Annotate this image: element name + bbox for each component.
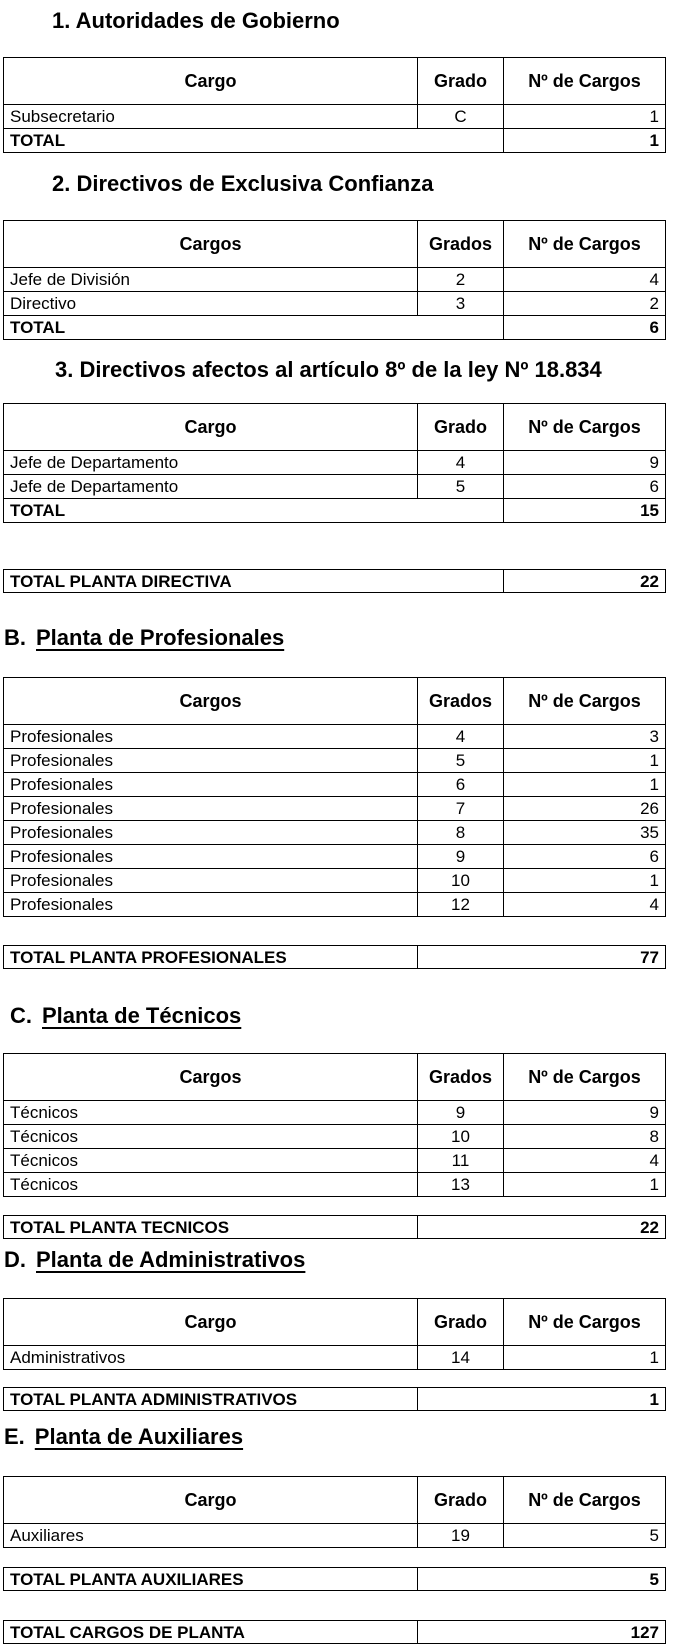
table-row [4, 1524, 666, 1548]
col-header-grado: Grados [418, 678, 504, 725]
cell-n-cargos: 4 [504, 268, 666, 292]
cell-grado: 2 [418, 268, 504, 292]
col-header-grado: Grado [418, 1299, 504, 1346]
cell-cargo: Administrativos [4, 1346, 418, 1370]
cell-grado: 5 [418, 475, 504, 499]
table-row [4, 773, 666, 797]
total-spacer [418, 129, 504, 153]
section-letter: B. [4, 625, 26, 650]
total-value: 5 [418, 1568, 666, 1591]
cell-n-cargos: 26 [504, 797, 666, 821]
total-label: TOTAL CARGOS DE PLANTA [4, 1621, 418, 1644]
col-header-cargo: Cargos [4, 1054, 418, 1101]
section-letter: E. [4, 1424, 25, 1449]
total-label: TOTAL PLANTA ADMINISTRATIVOS [4, 1388, 418, 1411]
cell-n-cargos: 9 [504, 451, 666, 475]
total-value: 15 [504, 499, 666, 523]
col-header-grado: Grados [418, 1054, 504, 1101]
col-header-n-cargos: Nº de Cargos [504, 404, 666, 451]
col-header-cargo: Cargos [4, 221, 418, 268]
cell-n-cargos: 1 [504, 105, 666, 129]
table-directivos-confianza [3, 220, 666, 340]
cell-n-cargos: 1 [504, 749, 666, 773]
section-title-auxiliares [4, 1426, 243, 1448]
table-row [4, 475, 666, 499]
cell-n-cargos: 4 [504, 893, 666, 917]
cell-grado: 10 [418, 869, 504, 893]
cell-grado: 8 [418, 821, 504, 845]
cell-grado: 10 [418, 1125, 504, 1149]
cell-grado: 6 [418, 773, 504, 797]
cell-cargo: Profesionales [4, 749, 418, 773]
col-header-cargo: Cargos [4, 678, 418, 725]
total-label: TOTAL [4, 499, 418, 523]
total-planta-administrativos [3, 1387, 666, 1411]
total-value: 1 [504, 129, 666, 153]
col-header-cargo: Cargo [4, 404, 418, 451]
col-header-n-cargos: Nº de Cargos [504, 1299, 666, 1346]
col-header-n-cargos: Nº de Cargos [504, 221, 666, 268]
table-row [4, 1346, 666, 1370]
table-row [4, 797, 666, 821]
total-planta-tecnicos [3, 1215, 666, 1239]
cell-cargo: Directivo [4, 292, 418, 316]
cell-grado: C [418, 105, 504, 129]
cell-n-cargos: 9 [504, 1101, 666, 1125]
table-row [4, 725, 666, 749]
table-directivos-articulo [3, 403, 666, 523]
cell-n-cargos: 1 [504, 773, 666, 797]
cell-n-cargos: 1 [504, 869, 666, 893]
total-value: 77 [418, 946, 666, 969]
total-value: 6 [504, 316, 666, 340]
col-header-grado: Grado [418, 404, 504, 451]
col-header-grado: Grado [418, 1477, 504, 1524]
section-title-autoridades: 1. Autoridades de Gobierno [52, 8, 340, 33]
cell-n-cargos: 35 [504, 821, 666, 845]
cell-grado: 7 [418, 797, 504, 821]
cell-cargo: Jefe de División [4, 268, 418, 292]
cell-grado: 12 [418, 893, 504, 917]
total-value: 22 [418, 1216, 666, 1239]
col-header-grado: Grados [418, 221, 504, 268]
col-header-cargo: Cargo [4, 1299, 418, 1346]
cell-cargo: Profesionales [4, 821, 418, 845]
section-name: Planta de Auxiliares [34, 1424, 244, 1449]
total-value: 22 [504, 570, 666, 593]
table-tecnicos [3, 1053, 666, 1197]
total-label: TOTAL PLANTA AUXILIARES [4, 1568, 418, 1591]
cell-cargo: Profesionales [4, 773, 418, 797]
section-title-tecnicos [10, 1005, 241, 1027]
total-row [4, 499, 666, 523]
section-name: Planta de Profesionales [36, 625, 285, 650]
cell-n-cargos: 3 [504, 725, 666, 749]
section-title-administrativos [4, 1249, 305, 1271]
col-header-n-cargos: Nº de Cargos [504, 1054, 666, 1101]
table-row [4, 893, 666, 917]
section-title-profesionales [4, 627, 284, 649]
section-title-directivos-confianza: 2. Directivos de Exclusiva Confianza [52, 171, 434, 196]
table-autoridades [3, 57, 666, 153]
total-label: TOTAL PLANTA PROFESIONALES [4, 946, 418, 969]
table-row [4, 451, 666, 475]
cell-grado: 9 [418, 845, 504, 869]
table-row [4, 845, 666, 869]
total-label: TOTAL PLANTA DIRECTIVA [4, 570, 504, 593]
cell-grado: 3 [418, 292, 504, 316]
section-title-directivos-articulo: 3. Directivos afectos al artículo 8º de la ley Nº 18.834 [55, 357, 602, 382]
table-row [4, 1173, 666, 1197]
table-administrativos [3, 1298, 666, 1370]
cell-cargo: Profesionales [4, 845, 418, 869]
col-header-n-cargos: Nº de Cargos [504, 58, 666, 105]
table-row [4, 1125, 666, 1149]
cell-n-cargos: 5 [504, 1524, 666, 1548]
total-planta-directiva [3, 569, 666, 593]
total-spacer [418, 499, 504, 523]
cell-grado: 5 [418, 749, 504, 773]
cell-n-cargos: 1 [504, 1173, 666, 1197]
table-profesionales [3, 677, 666, 917]
table-auxiliares [3, 1476, 666, 1548]
section-name: Planta de Administrativos [36, 1247, 306, 1272]
table-row [4, 1101, 666, 1125]
cell-n-cargos: 6 [504, 845, 666, 869]
cell-grado: 4 [418, 725, 504, 749]
total-row [4, 129, 666, 153]
total-value: 1 [418, 1388, 666, 1411]
cell-cargo: Técnicos [4, 1173, 418, 1197]
table-row [4, 749, 666, 773]
total-label: TOTAL [4, 129, 418, 153]
cell-cargo: Subsecretario [4, 105, 418, 129]
total-row [4, 316, 666, 340]
cell-cargo: Jefe de Departamento [4, 451, 418, 475]
cell-grado: 4 [418, 451, 504, 475]
cell-cargo: Técnicos [4, 1149, 418, 1173]
col-header-n-cargos: Nº de Cargos [504, 678, 666, 725]
total-planta-auxiliares [3, 1567, 666, 1591]
table-row [4, 105, 666, 129]
cell-cargo: Auxiliares [4, 1524, 418, 1548]
cell-n-cargos: 8 [504, 1125, 666, 1149]
total-label: TOTAL [4, 316, 418, 340]
col-header-cargo: Cargo [4, 1477, 418, 1524]
cell-cargo: Técnicos [4, 1125, 418, 1149]
cell-n-cargos: 6 [504, 475, 666, 499]
total-value: 127 [418, 1621, 666, 1644]
cell-grado: 11 [418, 1149, 504, 1173]
cell-cargo: Profesionales [4, 797, 418, 821]
total-cargos-de-planta [3, 1620, 666, 1644]
cell-n-cargos: 4 [504, 1149, 666, 1173]
cell-cargo: Técnicos [4, 1101, 418, 1125]
table-row [4, 869, 666, 893]
section-letter: C. [10, 1003, 32, 1028]
table-row [4, 1149, 666, 1173]
cell-cargo: Profesionales [4, 725, 418, 749]
col-header-cargo: Cargo [4, 58, 418, 105]
table-row [4, 268, 666, 292]
col-header-n-cargos: Nº de Cargos [504, 1477, 666, 1524]
section-name: Planta de Técnicos [42, 1003, 242, 1028]
total-spacer [418, 316, 504, 340]
cell-grado: 14 [418, 1346, 504, 1370]
table-row [4, 821, 666, 845]
cell-grado: 19 [418, 1524, 504, 1548]
cell-grado: 9 [418, 1101, 504, 1125]
total-label: TOTAL PLANTA TECNICOS [4, 1216, 418, 1239]
cell-grado: 13 [418, 1173, 504, 1197]
col-header-grado: Grado [418, 58, 504, 105]
cell-cargo: Jefe de Departamento [4, 475, 418, 499]
section-letter: D. [4, 1247, 26, 1272]
cell-n-cargos: 2 [504, 292, 666, 316]
cell-n-cargos: 1 [504, 1346, 666, 1370]
cell-cargo: Profesionales [4, 893, 418, 917]
table-row [4, 292, 666, 316]
total-planta-profesionales [3, 945, 666, 969]
cell-cargo: Profesionales [4, 869, 418, 893]
